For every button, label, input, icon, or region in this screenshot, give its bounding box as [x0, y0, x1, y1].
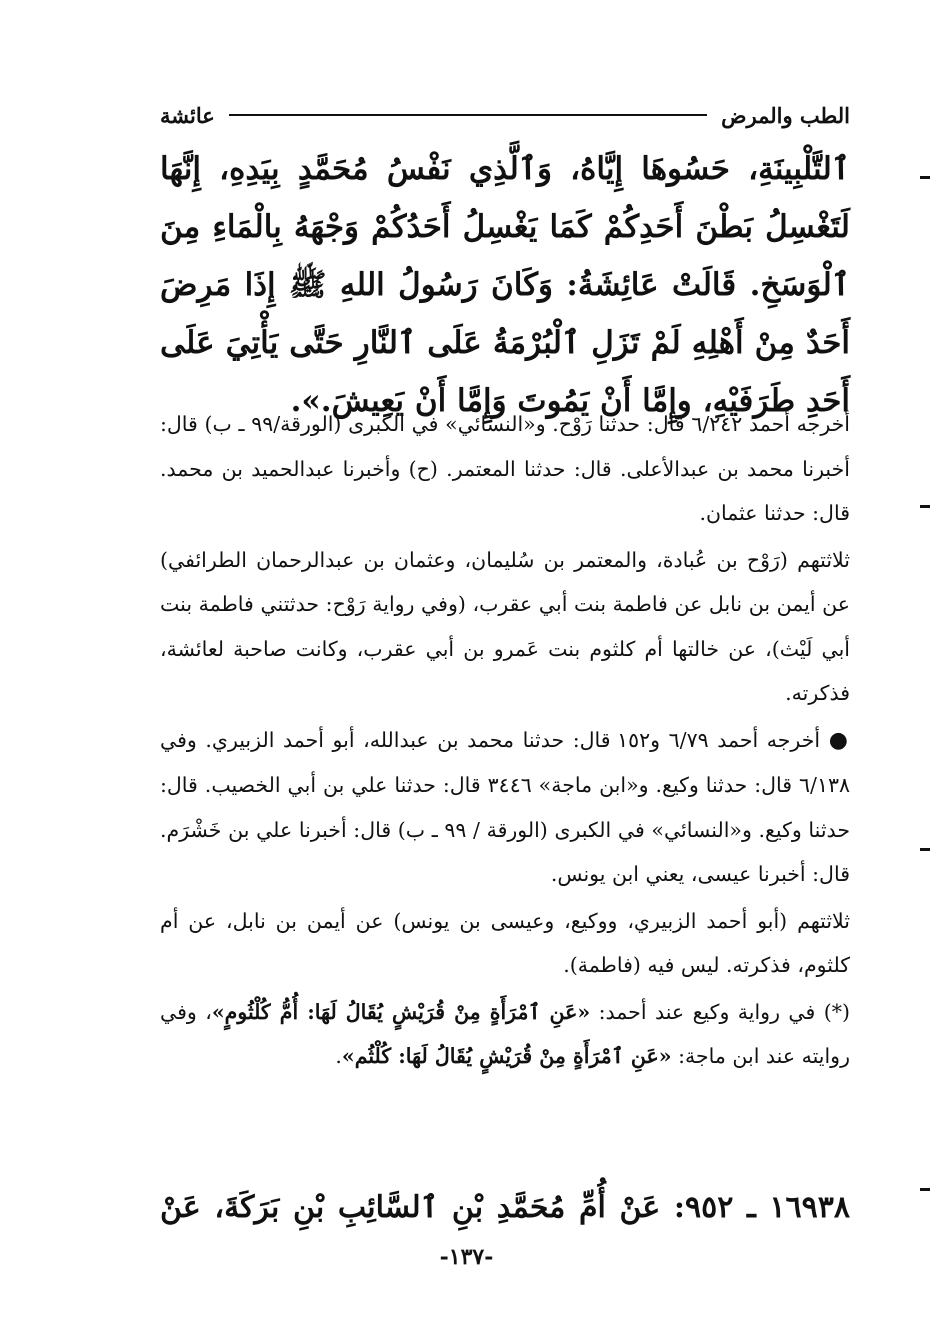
edge-mark: [920, 505, 930, 508]
book-title: الطب والمرض: [721, 102, 850, 128]
footnote-part-a: (*) في رواية وكيع عند أحمد:: [590, 999, 851, 1024]
footnote-quote-1: «عَنِ ٱمْرَأَةٍ مِنْ قُرَيْشٍ يُقَالُ لَهَا: أُمُّ كُلْثُومٍ»: [211, 999, 591, 1024]
next-hadith-start: ١٦٩٣٨ ـ ٩٥٢: عَنْ أُمِّ مُحَمَّدِ بْنِ ٱلسَّائِبِ بْنِ بَرَكَةَ، عَنْ: [160, 1190, 850, 1225]
hadith-text: ٱلتَّلْبِينَةِ، حَسُوهَا إِيَّاهُ، وَٱلَّذِي نَفْسُ مُحَمَّدٍ بِيَدِهِ، إِنَّهَا لَتَغْسِلُ بَطْنَ أَحَدِكُمْ كَمَا يَغْسِلُ أَحَدُكُمْ وَجْهَهُ بِالْمَاءِ مِنَ ٱلْوَسَخِ. قَالَتْ عَائِشَةُ: وَكَانَ رَسُولُ اللهِ ﷺ إِذَا مَرِضَ أَحَدٌ مِنْ أَهْلِهِ لَمْ تَزَلِ ٱلْبُرْمَةُ عَلَى ٱلنَّارِ حَتَّى يَأْتِيَ عَلَى أَحَدِ طَرَفَيْهِ، وإِمَّا أَنْ يَمُوتَ وَإِمَّا أَنْ يَعِيشَ.».: [160, 151, 850, 419]
footnote: [160, 990, 850, 1079]
footnote-quote-2: «عَنِ ٱمْرَأَةٍ مِنْ قُرَيْشٍ يُقَالُ لَهَا: كُلْثُم»: [341, 1044, 672, 1068]
page-number: -١٣٧-: [439, 1244, 494, 1270]
note-paragraph-2: ثلاثتهم (رَوْح بن عُبادة، والمعتمر بن سُليمان، وعثمان بن عبدالرحمان الطرائفي) عن أيمن بن نابل عن فاطمة بنت أبي عقرب، (وفي رواية رَوْح: حدثتني فاطمة بنت أبي لَيْث)، عن خالتها أم كلثوم بنت عَمرو بن أبي عقرب، وكانت صاحبة لعائشة، فذكرته.: [160, 547, 850, 705]
footnote-part-b: ، وفي روايته عند ابن ماجة:: [160, 999, 850, 1068]
note-paragraph-4: ثلاثتهم (أبو أحمد الزبيري، ووكيع، وعيسى بن يونس) عن أيمن بن نابل، عن أم كلثوم، فذكرته. ليس فيه (فاطمة).: [160, 908, 850, 977]
bullet-icon: ●: [828, 727, 850, 753]
takhrij-notes: [160, 402, 850, 1079]
running-header: [160, 98, 850, 132]
note-paragraph-3-text: أخرجه أحمد ٦/٧٩ و١٥٢ قال: حدثنا محمد بن عبدالله، أبو أحمد الزبيري. وفي ٦/١٣٨ قال: حدثنا وكيع. و«ابن ماجة» ٣٤٤٦ قال: حدثنا علي بن أبي الخصيب. قال: حدثنا وكيع. و«النسائي» في الكبرى (الورقة / ٩٩ ـ ب) قال: أخبرنا علي بن خَشْرَم. قال: أخبرنا عيسى، يعني ابن يونس.: [160, 727, 850, 886]
edge-mark: [920, 1188, 930, 1191]
edge-mark: [920, 848, 930, 851]
chapter-name: عائشة: [160, 102, 215, 128]
note-paragraph-3: [160, 718, 850, 897]
edge-mark: [920, 176, 930, 179]
header-rule: [229, 114, 707, 116]
footnote-part-c: .: [335, 1044, 342, 1068]
note-paragraph-1: أخرجه أحمد ٦/٢٤٢ قال: حدثنا رَوْح. و«النسائي» في الكبرى (الورقة/٩٩ ـ ب) قال: أخبرنا محمد بن عبدالأعلى. قال: حدثنا المعتمر. (ح) وأخبرنا عبدالحميد بن محمد. قال: حدثنا عثمان.: [160, 412, 851, 525]
